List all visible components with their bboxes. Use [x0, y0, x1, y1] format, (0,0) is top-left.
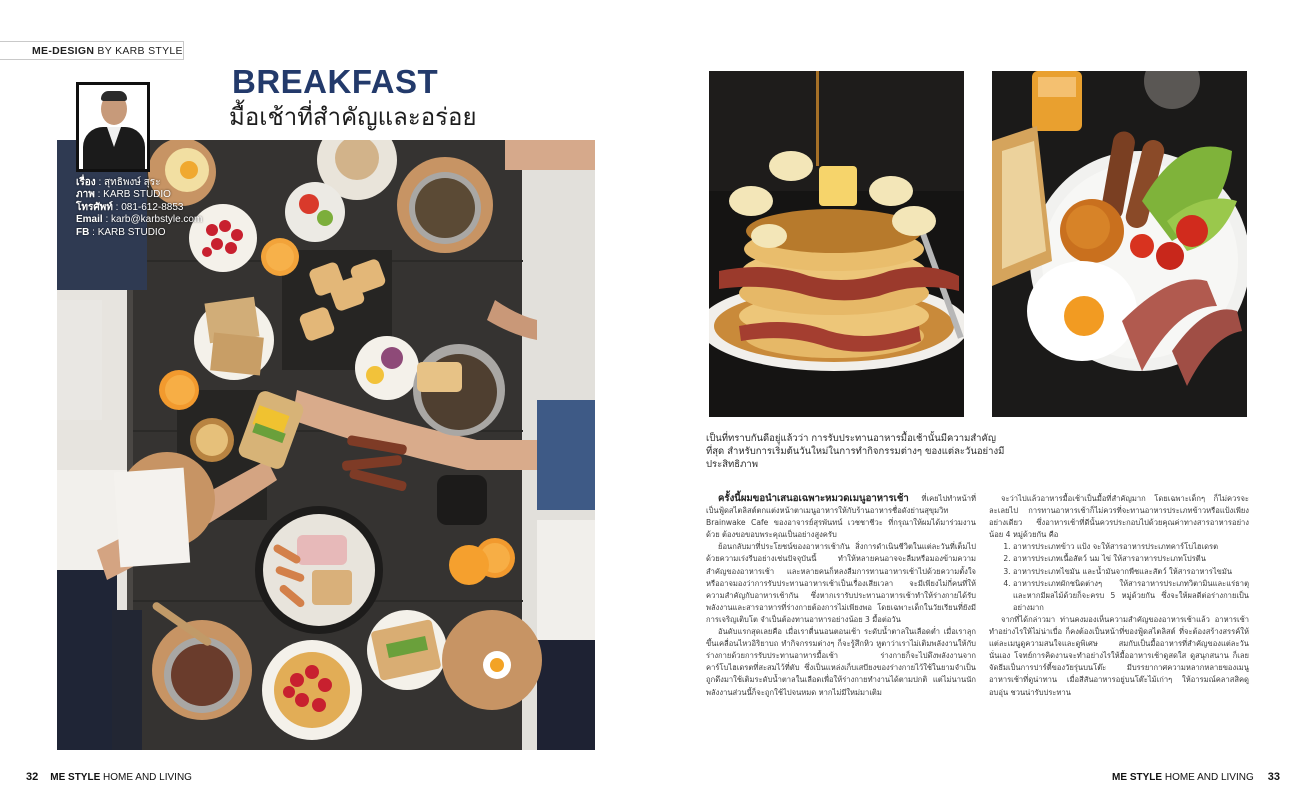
page-number-right: 33 — [1267, 771, 1280, 783]
article-subtitle: มื้อเช้าที่สำคัญและอร่อย — [229, 103, 477, 131]
credit-row: FB : KARB STUDIO — [76, 226, 166, 238]
lead-in: ครั้งนี้ผมขอนำเสนอเฉพาะหมวดเมนูอาหารเช้า — [718, 493, 909, 504]
publication-name-rest: HOME AND LIVING — [1162, 772, 1254, 783]
paragraph: จะว่าไปแล้วอาหารมื้อเช้าเป็นมื้อที่สำคัญมาก โดยเฉพาะเด็กๆ ก็ไม่ควรจะละเลยไป การทานอาหารเช้าก็ไม่ควรที่จะทานอาหารประเภทข้าวหรือแป้งเพียงอย่างเดียว ซึ่งอาหารเช้าที่ดีนั้นควรประกอบไปด้วยคุณค่าทางสารอาหารอย่างน้อย 4 หมู่ด้วยกัน คือ — [989, 494, 1249, 540]
credit-row: Email : karb@karbstyle.com — [76, 214, 203, 226]
credit-value: KARB STUDIO — [103, 189, 171, 201]
list-item: 3. อาหารประเภทไขมัน และน้ำมันจากพืชและสัตว์ ให้สารอาหารไขมัน — [1013, 566, 1249, 578]
list-item: 1. อาหารประเภทข้าว แป้ง จะให้สารอาหารประเภทคาร์โบไฮเดรต — [1013, 541, 1249, 553]
list-item: 4. อาหารประเภทผักชนิดต่างๆ ให้สารอาหารประเภทวิตามินและแร่ธาตุ และหากมีผลไม้ด้วยก็จะครบ 5 หมู่ด้วยกัน ซึ่งจะให้ผลดีต่อร่างกายเป็นอย่างมาก — [1013, 578, 1249, 614]
paragraph — [706, 493, 976, 541]
section-tag-bold: ME-DESIGN — [32, 45, 95, 57]
body-column-2 — [989, 493, 1249, 699]
credit-row: โทรศัพท์ : 081-612-8853 — [76, 201, 184, 213]
publication-name-bold: ME STYLE — [1112, 772, 1163, 783]
pancake-photo — [709, 71, 964, 417]
credit-value: karb@karbstyle.com — [111, 214, 203, 226]
left-folio — [26, 771, 192, 783]
credit-label: โทรศัพท์ — [76, 201, 113, 213]
credit-row: เรื่อง : สุทธิพงษ์ สุระ — [76, 177, 161, 188]
lead-rest: ที่เคยไปทำหน้าที่เป็นฟู้ดสไตลิสต์ตกแต่งหน้าตาเมนูอาหารให้กับร้านอาหารชื่อดังย่านสุขุมวิท Brainwake Cafe ของอาจารย์สุรพันทน์ เวชชาชีวะ ที่กรุณาให้ผมได้มาร่วมงานด้วย ต้องขอขอบพระคุณเป็นอย่างสูงครับ — [706, 494, 976, 540]
article-title: BREAKFAST — [232, 63, 439, 100]
credit-label: ภาพ — [76, 189, 95, 201]
credit-value: สุทธิพงษ์ สุระ — [104, 177, 161, 188]
credit-value: 081-612-8853 — [121, 201, 184, 213]
paragraph: ย้อนกลับมาที่ประโยชน์ของอาหารเช้ากัน สิ่งการดำเนินชีวิตในแต่ละวันที่เต็มไปด้วยความเร่งรีบอย่างเช่นปัจจุบันนี้ ทำให้หลายคนอาจจะลืมหรือมองข้ามความสำคัญของอาหารเช้า และหลายคนก็หลงลืมการทานอาหารเช้าไปด้วยความตั้งใจ หรืออาจมองว่าการรับประทานอาหารเช้าเป็นเรื่องเสียเวลา จะมีเพียงไม่กี่คนที่ให้ความสำคัญกับอาหารเช้ากัน ซึ่งหากเรารับประทานอาหารเช้าทำให้ร่างกายได้รับพลังงานและสารอาหารที่ร่างกายต้องการไม่เพียงพอ โดยเฉพาะเด็กในวัยเรียนที่ยังมีการเจริญเติบโต จำเป็นต้องทานอาหารอย่างน้อย 3 มื้อต่อวัน — [706, 542, 976, 624]
list-item: 2. อาหารประเภทเนื้อสัตว์ นม ไข่ ให้สารอาหารประเภทโปรตีน — [1013, 553, 1249, 565]
credit-value: KARB STUDIO — [97, 226, 166, 238]
photo-caption: เป็นที่ทราบกันดีอยู่แล้วว่า การรับประทานอาหารมื้อเช้านั้นมีความสำคัญที่สุด สำหรับการเริ่มต้นวันใหม่ในการทำกิจกรรมต่างๆ ของแต่ละวันอย่างมีประสิทธิภาพ — [706, 433, 1005, 470]
article-credits — [76, 177, 202, 239]
section-tag-rest: BY KARB STYLE — [94, 45, 183, 57]
paragraph: อันดับแรกสุดเลยคือ เมื่อเราตื่นนอนตอนเช้า ระดับน้ำตาลในเลือดต่ำ เมื่อเราลุกขึ้นเคลื่อนไหวอิริยาบถ ทำกิจกรรมต่างๆ ก็จะรู้สึกหิว หูตาว่าเราไม่เติมพลังงานให้กับร่างกายด้วยการรับประทานอาหารมื้อเช้า ร่างกายก็จะไปดึงพลังงานจากคาร์โบไฮเดรตที่สะสมไว้ที่ตับ ซึ่งเป็นแหล่งเก็บเสบียงของร่างกายไว้ใช้ในยามจำเป็น ถูกดึงมาใช้เติมระดับน้ำตาลในเลือดเพื่อให้ร่างกายทำงานได้ตามปกติ แต่ไม่นานนักพลังงานส่วนนี้ก็จะถูกใช้ไปจนหมด หากไม่มีใหม่มาเติม — [706, 627, 976, 697]
credit-label: Email — [76, 214, 103, 226]
section-tag — [0, 41, 184, 60]
publication-name-bold: ME STYLE — [50, 772, 101, 783]
paragraph: จากที่ได้กล่าวมา ท่านคงมองเห็นความสำคัญของอาหารเช้าแล้ว อาหารเช้าทำอย่างไรให้ไม่น่าเบื่อ ก็คงต้องเป็นหน้าที่ของฟู้ดสไตลิสต์ ที่จะต้องสร้างสรรค์ให้แต่ละเมนูดูความสนใจและดูพิเศษ สมกับเป็นมื้ออาหารที่สำคัญของแต่ละวันนั่นเอง โจทย์การคิดงานจะทำอย่างไรให้มื้ออาหารเช้าดูสดใส ดูสนุกสนาน ก็เลยจัดธีมเป็นการปาร์ตี้ของวัยรุ่นบนโต๊ะ มีบรรยากาศความหลากหลายของเมนูอาหารเช้าที่ดูน่าทาน เมื่อสีสันอาหารอยู่บนโต๊ะไม้เก่าๆ ให้อารมณ์คลาสสิคดูอบอุ่น ชวนน่ารับประทาน — [989, 614, 1249, 697]
nutrient-list — [989, 541, 1249, 614]
page-number-left: 32 — [26, 771, 39, 783]
portrait-hair — [101, 91, 127, 101]
publication-name-rest: HOME AND LIVING — [100, 772, 192, 783]
credit-row: ภาพ : KARB STUDIO — [76, 189, 171, 201]
english-breakfast-illustration — [992, 71, 1247, 417]
body-column-1 — [706, 493, 976, 699]
credit-label: FB — [76, 226, 90, 238]
credit-label: เรื่อง — [76, 177, 96, 188]
author-portrait — [76, 82, 150, 172]
right-folio — [1112, 771, 1280, 783]
english-breakfast-photo — [992, 71, 1247, 417]
pancake-illustration — [709, 71, 964, 417]
